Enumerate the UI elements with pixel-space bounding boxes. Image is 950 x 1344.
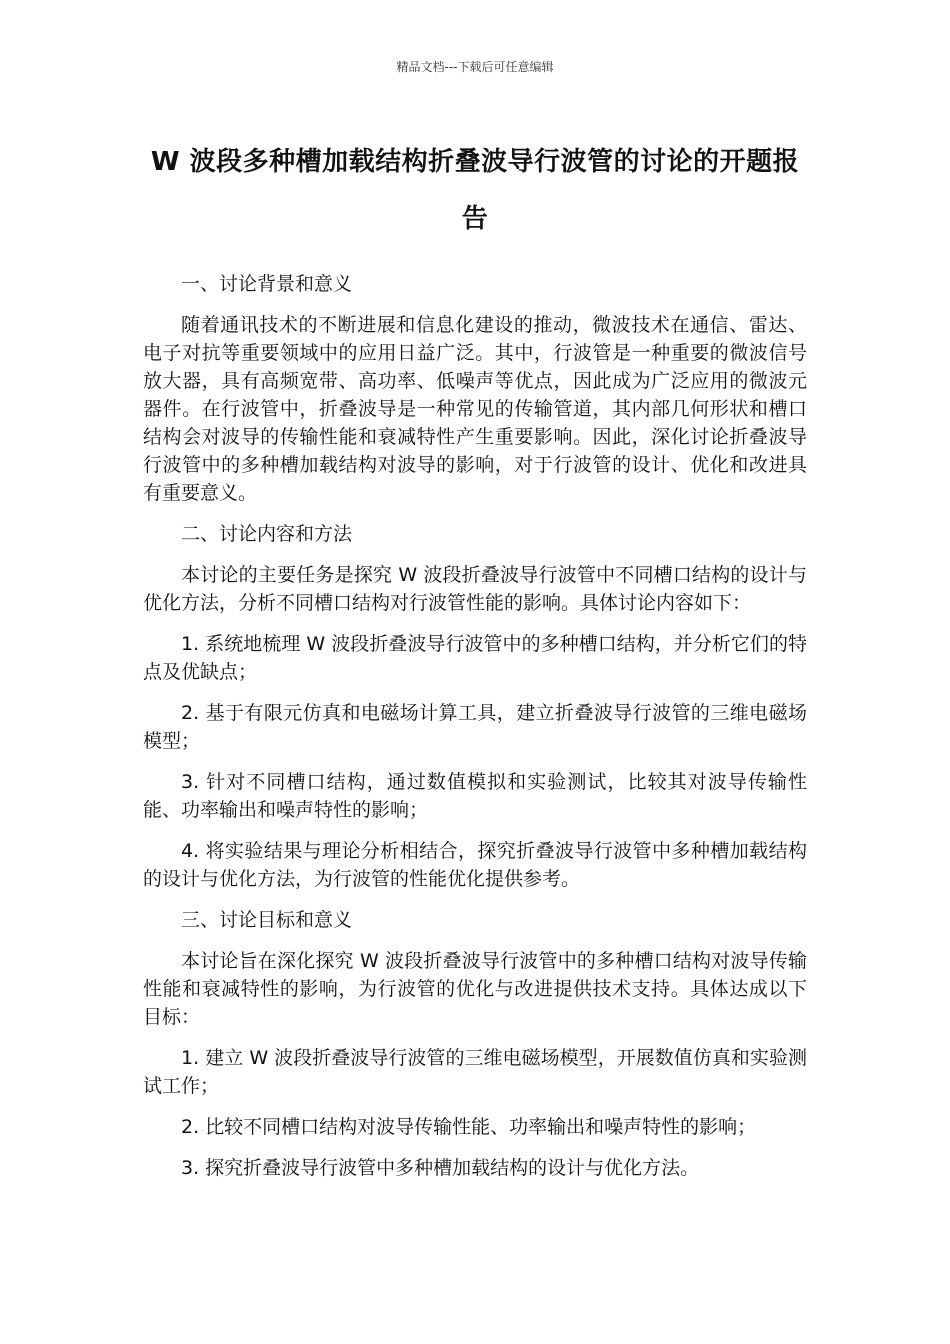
list-item: 2. 基于有限元仿真和电磁场计算工具，建立折叠波导行波管的三维电磁场模型；: [143, 702, 807, 752]
paragraph: 本讨论旨在深化探究 W 波段折叠波导行波管中的多种槽口结构对波导传输性能和衰减特性的影响，为行波管的优化与改进提供技术支持。具体达成以下目标：: [143, 950, 807, 1028]
paragraph: 本讨论的主要任务是探究 W 波段折叠波导行波管中不同槽口结构的设计与优化方法，分析不同槽口结构对行波管性能的影响。具体讨论内容如下：: [143, 564, 807, 614]
list-item: 3. 探究折叠波导行波管中多种槽加载结构的设计与优化方法。: [181, 1157, 700, 1179]
document-body: [143, 270, 807, 1195]
list-item: 2. 比较不同槽口结构对波导传输性能、功率输出和噪声特性的影响；: [181, 1116, 757, 1138]
document-title: W 波段多种槽加载结构折叠波导行波管的讨论的开题报告: [150, 147, 800, 234]
section-heading: 二、讨论内容和方法: [181, 523, 353, 545]
list-item: 4. 将实验结果与理论分析相结合，探究折叠波导行波管中多种槽加载结构的设计与优化方法，为行波管的性能优化提供参考。: [143, 840, 807, 890]
list-item: 1. 系统地梳理 W 波段折叠波导行波管中的多种槽口结构，并分析它们的特点及优缺点；: [143, 633, 807, 683]
list-item: 3. 针对不同槽口结构，通过数值模拟和实验测试，比较其对波导传输性能、功率输出和噪声特性的影响；: [143, 771, 807, 821]
paragraph: 随着通讯技术的不断进展和信息化建设的推动，微波技术在通信、雷达、电子对抗等重要领域中的应用日益广泛。其中，行波管是一种重要的微波信号放大器，具有高频宽带、高功率、低噪声等优点，因此成为广泛应用的微波元器件。在行波管中，折叠波导是一种常见的传输管道，其内部几何形状和槽口结构会对波导的传输性能和衰减特性产生重要影响。因此，深化讨论折叠波导行波管中的多种槽加载结构对波导的影响，对于行波管的设计、优化和改进具有重要意义。: [143, 314, 807, 504]
section-heading: 一、讨论背景和意义: [181, 273, 353, 295]
section-heading: 三、讨论目标和意义: [181, 909, 353, 931]
list-item: 1. 建立 W 波段折叠波导行波管的三维电磁场模型，开展数值仿真和实验测试工作；: [143, 1047, 807, 1097]
page-header: 精品文档---下载后可任意编辑: [396, 60, 554, 74]
